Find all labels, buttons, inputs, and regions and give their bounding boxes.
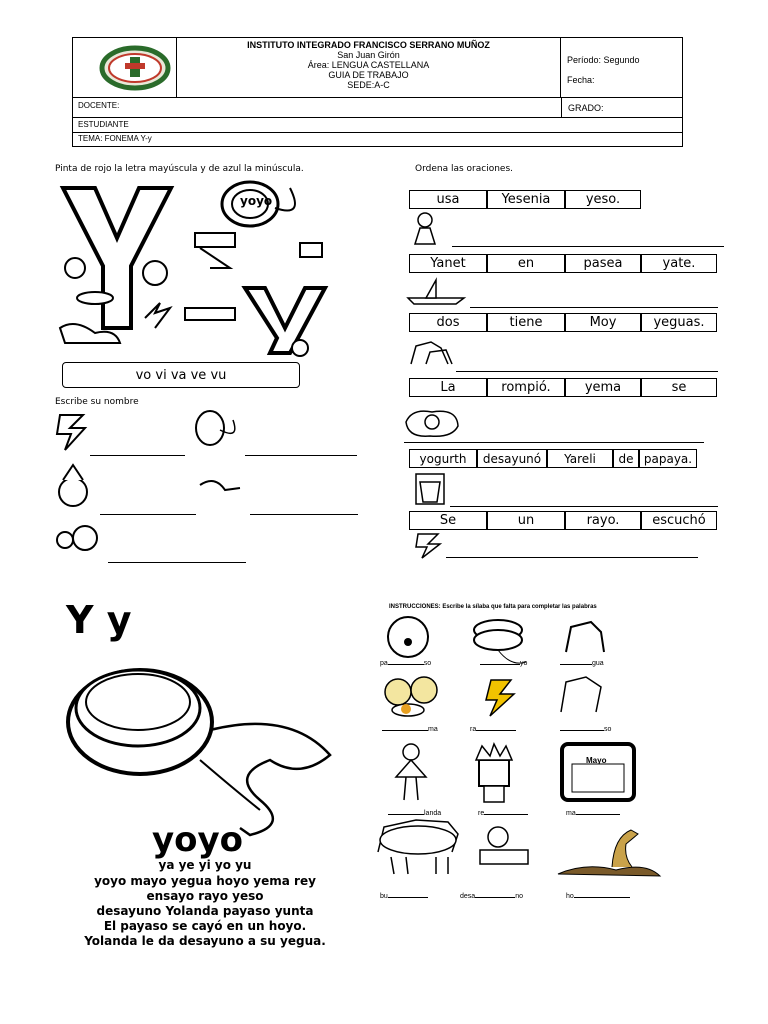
king-icon — [479, 760, 509, 786]
word-cell[interactable]: rayo. — [565, 511, 641, 530]
area: Área: LENGUA CASTELLANA — [307, 60, 430, 70]
clown-face-icon — [388, 617, 428, 657]
word-pre: ra — [470, 726, 477, 733]
verse-5: El payaso se cayó en un hoyo. — [103, 919, 307, 933]
word-pre: re — [478, 810, 485, 817]
word-cell[interactable]: yeso. — [565, 190, 641, 209]
left-instruction: Pinta de rojo la letra mayúscula y de azul la minúscula. — [55, 164, 304, 174]
horse-icon — [566, 622, 604, 652]
ballerina-icon — [403, 744, 419, 760]
word-cell[interactable]: Yareli — [547, 449, 613, 468]
island-icon — [200, 481, 240, 490]
city: San Juan Girón — [337, 50, 400, 60]
broken-egg-icon — [402, 398, 462, 442]
lightning-yellow-icon — [486, 680, 514, 716]
word-item-ma2[interactable] — [566, 810, 620, 817]
estudiante-label: ESTUDIANTE — [78, 120, 129, 129]
yoyo-icon — [196, 411, 224, 445]
answer-line-4[interactable] — [404, 442, 704, 443]
kids-icon — [73, 526, 97, 550]
word-cell[interactable]: yema — [565, 378, 641, 397]
word-cell[interactable]: yeguas. — [641, 313, 717, 332]
answer-line-3[interactable] — [456, 371, 718, 372]
word-item-ra[interactable] — [470, 726, 516, 733]
word-cell[interactable]: usa — [409, 190, 487, 209]
word-item-gua[interactable] — [560, 660, 604, 667]
verse-1: ya ye yi yo yu — [158, 858, 252, 872]
word-cell[interactable]: se — [641, 378, 717, 397]
write-name-pictures — [55, 410, 365, 570]
word-item-re[interactable] — [478, 810, 528, 817]
word-pre: ma — [566, 810, 576, 817]
word-pre: bu — [380, 893, 388, 900]
periodo: Período: Segundo — [567, 55, 640, 65]
lightning-bolt-icon — [414, 532, 444, 560]
lightning-icon — [57, 415, 85, 450]
word-post: yo — [520, 660, 528, 667]
word-cell[interactable]: dos — [409, 313, 487, 332]
sentence-row-4 — [409, 378, 717, 397]
word-cell[interactable]: yate. — [641, 254, 717, 273]
word-cell[interactable]: Se — [409, 511, 487, 530]
word-post: so — [423, 660, 432, 667]
word-cell[interactable]: Moy — [565, 313, 641, 332]
word-item-ho[interactable] — [566, 893, 630, 900]
syllable-pictures — [376, 612, 668, 912]
guide: GUIA DE TRABAJO — [328, 70, 409, 80]
girl-icon — [410, 212, 450, 248]
word-cell[interactable]: yogurth — [409, 449, 477, 468]
verse-4: desayuno Yolanda payaso yunta — [96, 904, 314, 918]
school-logo-icon — [73, 38, 177, 98]
dog-hole-icon — [558, 867, 660, 876]
cast-arm-icon — [561, 677, 601, 712]
word-post: ma — [428, 726, 438, 733]
word-item-landa[interactable] — [388, 810, 441, 817]
yoyo-mini-label: yoyo — [240, 194, 273, 208]
tema-label: TEMA: FONEMA Y-y — [78, 134, 152, 143]
yacht-icon — [406, 276, 466, 306]
breakfast-boy-icon — [488, 827, 508, 847]
yogurt-cup-icon — [414, 472, 448, 506]
name-line-3[interactable] — [100, 514, 196, 515]
horses-icon — [406, 334, 456, 370]
word-cell[interactable]: La — [409, 378, 487, 397]
word-post: gua — [592, 660, 604, 667]
answer-line-6[interactable] — [446, 557, 698, 558]
word-item-so[interactable] — [560, 726, 611, 733]
word-post: landa — [424, 810, 442, 817]
yoyo-word: yoyo — [152, 820, 244, 860]
sentence-row-1 — [409, 190, 641, 209]
bottom-right-instruction: INSTRUCCIONES: Escribe la sílaba que falta para completar las palabras — [389, 604, 597, 610]
clown-icon — [59, 478, 87, 506]
word-cell[interactable]: papaya. — [639, 449, 697, 468]
word-item-pa-so[interactable] — [380, 660, 431, 667]
header-table — [72, 37, 683, 147]
word-item-yo[interactable] — [480, 660, 527, 667]
big-yoyo-icon — [60, 650, 380, 840]
sentence-row-6 — [409, 511, 717, 530]
grado-field[interactable] — [561, 98, 682, 118]
estudiante-field[interactable] — [73, 118, 682, 133]
word-item-ma[interactable] — [382, 726, 438, 733]
sede: SEDE:A-C — [347, 80, 390, 90]
verse-2: yoyo mayo yegua hoyo yema rey — [94, 874, 316, 888]
answer-line-2[interactable] — [470, 307, 718, 308]
verse-3: ensayo rayo yeso — [146, 889, 264, 903]
header-center — [177, 38, 561, 98]
word-pre: pa — [380, 660, 388, 667]
word-cell[interactable]: de — [613, 449, 639, 468]
word-cell[interactable]: escuchó — [641, 511, 717, 530]
word-cell[interactable]: Yesenia — [487, 190, 565, 209]
word-cell[interactable]: desayunó — [477, 449, 547, 468]
big-y-letters: Y y — [66, 598, 132, 642]
name-line-4[interactable] — [250, 514, 358, 515]
word-cell[interactable]: Yanet — [409, 254, 487, 273]
word-pre: desa — [460, 893, 476, 900]
word-cell[interactable]: pasea — [565, 254, 641, 273]
tema-row — [73, 133, 682, 147]
write-name-instruction: Escribe su nombre — [55, 397, 139, 407]
sentence-row-5 — [409, 449, 697, 468]
institute-name: INSTITUTO INTEGRADO FRANCISCO SERRANO MUÑOZ — [247, 40, 490, 50]
answer-line-1[interactable] — [452, 246, 724, 247]
word-post: no — [515, 893, 523, 900]
answer-line-5[interactable] — [450, 506, 718, 507]
name-line-5[interactable] — [108, 562, 246, 563]
sentence-row-2 — [409, 254, 717, 273]
word-item-desa-no[interactable] — [460, 893, 523, 900]
syllables-box — [62, 362, 300, 388]
word-cell[interactable]: en — [487, 254, 565, 273]
name-line-1[interactable] — [90, 455, 185, 456]
word-cell[interactable]: un — [487, 511, 565, 530]
logo-cell — [73, 38, 177, 98]
word-pre: ho — [566, 893, 574, 900]
calendar-month-label: Mayo — [586, 756, 607, 765]
fecha-field[interactable]: Fecha: — [567, 75, 595, 85]
letter-y-collage — [55, 178, 355, 358]
word-cell[interactable]: tiene — [487, 313, 565, 332]
name-line-2[interactable] — [245, 455, 357, 456]
grado-label: GRADO: — [568, 103, 604, 113]
word-cell[interactable]: rompió. — [487, 378, 565, 397]
eggs-icon — [385, 679, 411, 705]
header-right — [561, 38, 682, 98]
syllables-text: vo vi va ve vu — [135, 367, 227, 383]
right-instruction: Ordena las oraciones. — [415, 164, 513, 174]
word-post: so — [604, 726, 612, 733]
sentence-row-3 — [409, 313, 717, 332]
word-item-bu[interactable] — [380, 893, 428, 900]
verse-6: Yolanda le da desayuno a su yegua. — [84, 934, 326, 948]
docente-label: DOCENTE: — [78, 101, 120, 110]
